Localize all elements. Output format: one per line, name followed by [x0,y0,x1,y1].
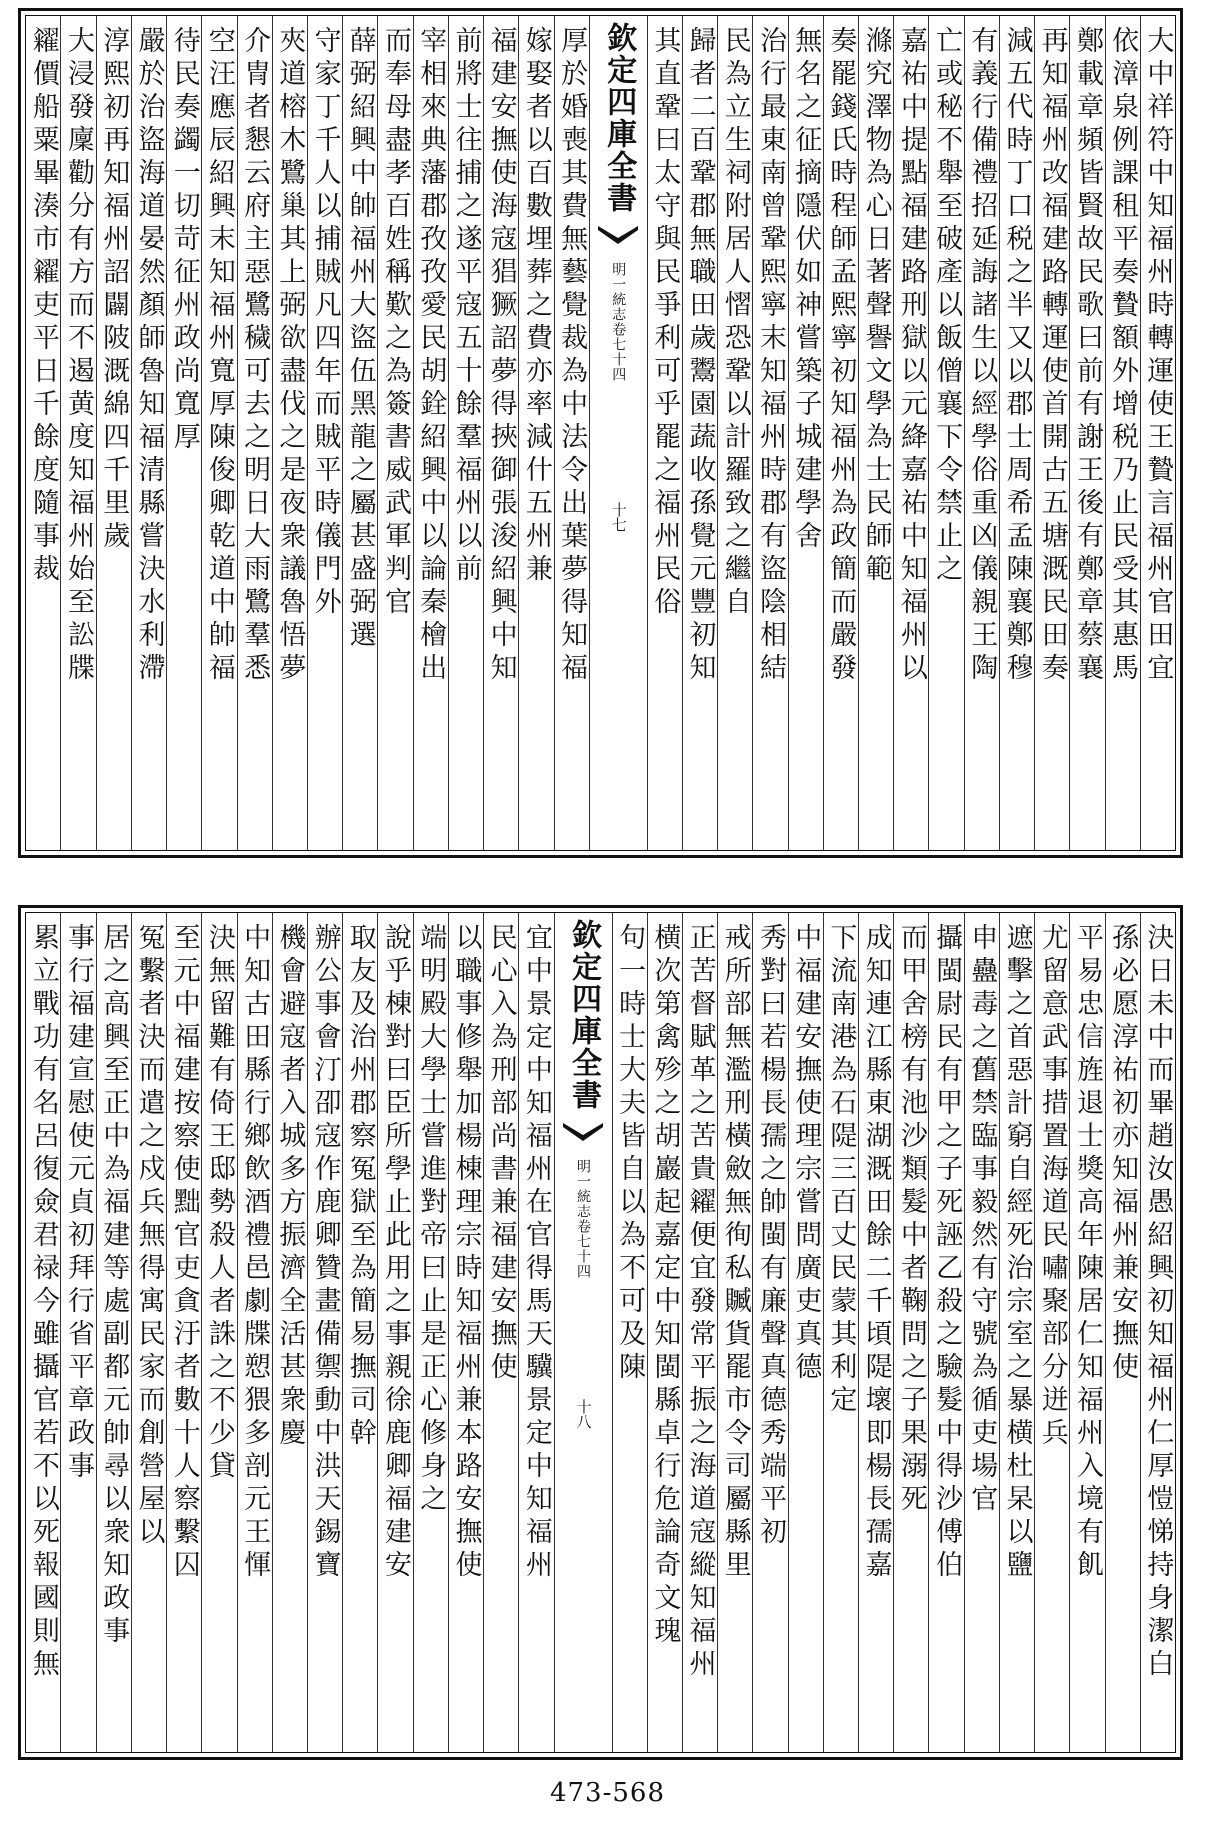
text-column: 民心入為刑部尚書兼福建安撫使 [483,913,518,1752]
book-title: 欽定四庫全書 [601,22,637,214]
volume-number: 卷七十四 [575,1219,591,1279]
text-column: 横次第禽殄之胡巖起嘉定中知閩縣卓行危論奇文瑰 [647,913,682,1752]
center-fold-column [589,16,647,850]
text-column: 宜中景定中知福州在官得馬天驥景定中知福州 [518,913,553,1752]
lower-page [18,905,1183,1760]
upper-page-columns [26,16,1175,850]
text-column: 嫁娶者以百數埋葬之費亦率減什五州兼 [518,16,553,850]
text-column: 嘉祐中提點福建路刑獄以元絳嘉祐中知福州以 [893,16,928,850]
text-column: 介冑者懇云府主惡鷺穢可去之明日大雨鷺羣悉 [237,16,272,850]
text-column: 中知古田縣行鄉飲酒禮邑劇牒愬猥多剖元王惲 [237,913,272,1752]
text-column: 遮擊之首惡計窮自經死治宗室之暴横杜杲以鹽 [999,913,1034,1752]
text-column: 亡或秘不舉至破產以飯僧襄下令禁止之 [928,16,963,850]
text-column: 再知福州改福建路轉運使首開古五塘溉民田奏 [1034,16,1069,850]
text-column: 下流南港為石隄三百丈民蒙其利定 [823,913,858,1752]
fishtail-mark-icon [561,1121,605,1149]
text-column: 成知連江縣東湖溉田餘二千頃隄壞即楊長孺嘉 [858,913,893,1752]
text-column: 累立戰功有名呂復僉君禄今雖攝官若不以死報國則無 [27,923,59,1682]
text-column: 空汪應辰紹興末知福州寬厚陳俊卿乾道中帥福 [201,16,236,850]
text-column: 嚴於治盜海道晏然顏師魯知福清縣嘗決水利滯 [131,16,166,850]
text-column: 尤留意武事措置海道民嘯聚部分迸兵 [1034,913,1069,1752]
text-column: 秀對曰若楊長孺之帥閩有廉聲真德秀端平初 [752,913,787,1752]
text-column: 歸者二百鞏郡無職田歲鬻園蔬收孫覺元豐初知 [682,16,717,850]
text-column: 戒所部無濫刑橫斂無徇私贓貨罷市令司屬縣里 [717,913,752,1752]
text-column: 辦公事會汀卲寇作鹿卿贊畫備禦動中洪天錫寶 [307,913,342,1752]
text-column: 福建安撫使海寇猖獗詔夢得挾御張浚紹興中知 [483,16,518,850]
footer-page-number: 473-568 [549,1778,666,1808]
text-column: 機會避寇者入城多方振濟全活甚衆慶 [272,913,307,1752]
book-title: 欽定四庫全書 [566,919,601,1111]
text-column: 減五代時丁口税之半又以郡士周希孟陳襄鄭穆 [999,16,1034,850]
text-column: 其直鞏曰太守與民爭利可乎罷之福州民俗 [647,16,682,850]
text-column: 居之高興至正中為福建等處副都元帥尋以衆知政事 [96,913,131,1752]
text-column: 正苦督賦革之苦貴糴便宜發常平振之海道寇縱知福州 [682,913,717,1752]
text-column: 端明殿大學士嘗進對帝曰止是正心修身之 [413,913,448,1752]
volume-number: 卷七十四 [610,322,627,382]
text-column: 治行最東南曾鞏熙寧末知福州時郡有盜陰相結 [752,16,787,850]
lower-page-frame [25,912,1176,1753]
lower-page-columns [26,913,1175,1752]
text-column: 大浸發廩勸分有方而不遏黄度知福州始至訟牒 [60,16,95,850]
fishtail-mark-icon [596,224,640,252]
upper-page-frame [25,15,1176,851]
text-column: 依漳泉例課租平奏贄額外增税乃止民受其惠馬 [1105,16,1140,850]
text-column: 事行福建宣慰使元貞初拜行省平章政事 [60,913,95,1752]
text-column: 孫必愿淳祐初亦知福州兼安撫使 [1105,913,1140,1752]
text-column: 鄭載章頻皆賢故民歌曰前有謝王後有鄭章蔡襄 [1069,16,1104,850]
text-column: 薛弼紹興中帥福州大盜伍黑龍之屬甚盛弼選 [342,16,377,850]
text-column: 民為立生祠附居人慴恐鞏以計羅致之繼自 [717,16,752,850]
text-column: 取友及治州郡察冤獄至為簡易撫司幹 [342,913,377,1752]
text-column: 有義行備禮招延誨諸生以經學俗重凶儀親王陶 [964,16,999,850]
center-fold-column [554,913,612,1752]
text-column: 無名之征摘隱伏如神嘗築子城建學舍 [788,16,823,850]
text-column: 而甲舍榜有池沙類髮中者鞠問之子果溺死 [893,913,928,1752]
book-name: 明一統志 [575,1159,591,1219]
text-column: 決日未中而畢趙汝愚紹興初知福州仁厚愷悌持身潔白 [1140,913,1175,1752]
leaf-number: 十八 [574,1399,593,1429]
text-column: 守家丁千人以捕賊凡四年而賊平時儀門外 [307,16,342,850]
text-column: 攝閩尉民有甲之子死誣乙殺之驗髮中得沙傅伯 [928,913,963,1752]
text-column: 前將士往捕之遂平寇五十餘羣福州以前 [448,16,483,850]
text-column: 滌究澤物為心日著聲譽文學為士民師範 [858,16,893,850]
text-column: 說乎棟對曰臣所學止此用之事親徐鹿卿福建安 [377,913,412,1752]
text-column: 厚於婚喪其費無藝覺裁為中法令出葉夢得知福 [554,16,589,850]
text-column: 待民奏蠲一切苛征州政尚寬厚 [166,16,201,850]
text-column: 淳熙初再知福州詔闢陂溉綿四千里歲 [96,16,131,850]
text-column: 大中祥符中知福州時轉運使王贄言福州官田宜 [1140,16,1175,850]
text-column: 夾道榕木鷺巢其上弼欲盡伐之是夜衆議魯悟夢 [272,16,307,850]
text-column: 申蠱毒之舊禁臨事毅然有守號為循吏場官 [964,913,999,1752]
text-column: 句一時士大夫皆自以為不可及陳 [612,913,647,1752]
text-column: 糴價船粟畢湊市糴吏平日千餘度隨事裁 [27,26,59,587]
text-column: 至元中福建按察使黜官吏貪汙者數十人察繫囚 [166,913,201,1752]
text-column: 宰相來典藩郡孜孜愛民胡銓紹興中以論秦檜出 [413,16,448,850]
book-name: 明一統志 [610,262,627,322]
text-column: 中福建安撫使理宗嘗問廣吏真德 [788,913,823,1752]
text-column: 而奉母盡孝百姓稱歎之為簽書威武軍判官 [377,16,412,850]
text-column: 決無留難有倚王邸勢殺人者誅之不少貸 [201,913,236,1752]
text-column: 以職事修舉加楊棟理宗時知福州兼本路安撫使 [448,913,483,1752]
leaf-number: 十七 [609,502,628,532]
text-column: 平易忠信旌退士獎高年陳居仁知福州入境有飢 [1069,913,1104,1752]
text-column: 奏罷錢氏時程師孟熙寧初知福州為政簡而嚴發 [823,16,858,850]
text-column: 冤繫者決而遣之戍兵無得寓民家而創營屋以 [131,913,166,1752]
upper-page [18,8,1183,858]
